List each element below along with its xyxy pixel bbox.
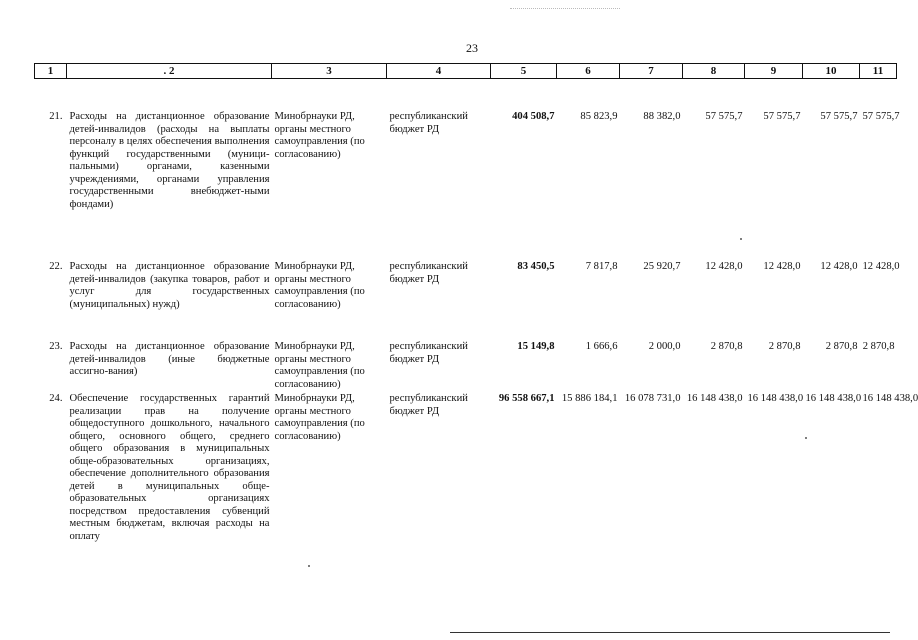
table-row [35, 261, 897, 341]
row-year-value: 57 575,7 [763, 111, 801, 122]
row-year-value: 57 575,7 [862, 111, 900, 122]
row-total: 96 558 667,1 [498, 393, 555, 404]
row-year-value: 2 870,8 [768, 341, 801, 352]
scan-artifact-bottom [450, 632, 890, 633]
row-total: 83 450,5 [517, 261, 555, 272]
scan-speck [740, 238, 742, 240]
row-year-value: 2 870,8 [710, 341, 743, 352]
row-executor: Минобрнауки РД, органы местного самоуправления (по согласованию) [274, 111, 365, 160]
row-year-value: 2 870,8 [825, 341, 858, 352]
column-header: . 2 [67, 64, 272, 79]
row-year-value: 1 666,6 [585, 341, 618, 352]
row-year-value: 16 148 438,0 [747, 393, 804, 404]
column-header: 3 [272, 64, 387, 79]
row-year-value: 16 148 438,0 [805, 393, 862, 404]
row-year-value: 15 886 184,1 [561, 393, 618, 404]
row-year-value: 7 817,8 [585, 261, 618, 272]
page-number: 23 [466, 41, 478, 55]
row-year-value: 12 428,0 [820, 261, 858, 272]
row-funding-source: республиканский бюджет РД [389, 111, 468, 135]
column-header: 11 [860, 64, 897, 79]
column-header: 9 [745, 64, 803, 79]
row-total: 15 149,8 [517, 341, 555, 352]
row-funding-source: республиканский бюджет РД [389, 261, 468, 285]
row-year-value: 12 428,0 [705, 261, 743, 272]
column-header: 7 [620, 64, 683, 79]
row-executor: Минобрнауки РД, органы местного самоуправления (по согласованию) [274, 341, 365, 390]
row-funding-source: республиканский бюджет РД [389, 341, 468, 365]
row-year-value: 16 078 731,0 [624, 393, 681, 404]
table-header-row [35, 64, 897, 79]
column-header: 6 [557, 64, 620, 79]
row-number: 24. [49, 393, 63, 404]
scan-speck [805, 437, 807, 439]
row-year-value: 12 428,0 [862, 261, 900, 272]
table-row [35, 341, 897, 393]
column-header: 5 [491, 64, 557, 79]
row-year-value: 57 575,7 [820, 111, 858, 122]
row-number: 21. [49, 111, 63, 122]
column-header: 4 [387, 64, 491, 79]
row-description: Обеспечение государственных гарантий реализации прав на получение общедоступного дошкольного, начального общего, основного общего, среднего общего образования в муниципальных обще-образовательных организациях, обеспечение дополнительного образования детей в муниципальных обще-образовательных организациях посредством предоставления субвенций местным бюджетам, включая расходы на оплату [69, 393, 270, 542]
column-header: 8 [683, 64, 745, 79]
row-year-value: 16 148 438,0 [862, 393, 918, 404]
column-header: 1 [35, 64, 67, 79]
table-row [35, 393, 897, 603]
table-row [35, 79, 897, 262]
row-year-value: 85 823,9 [580, 111, 618, 122]
scan-speck [308, 565, 310, 567]
row-number: 23. [49, 341, 63, 352]
scan-artifact-top [510, 8, 620, 9]
row-year-value: 12 428,0 [763, 261, 801, 272]
row-executor: Минобрнауки РД, органы местного самоуправления (по согласованию) [274, 393, 365, 442]
column-header: 10 [803, 64, 860, 79]
row-year-value: 16 148 438,0 [686, 393, 743, 404]
row-description: Расходы на дистанционное образование детей-инвалидов (закупка товаров, работ и услуг для государственных (муниципальных) нужд) [69, 261, 270, 310]
row-description: Расходы на дистанционное образование детей-инвалидов (иные бюджетные ассигно-вания) [69, 341, 270, 377]
row-year-value: 2 870,8 [862, 341, 895, 352]
row-number: 22. [49, 261, 63, 272]
row-year-value: 2 000,0 [648, 341, 681, 352]
row-total: 404 508,7 [512, 111, 555, 122]
row-year-value: 57 575,7 [705, 111, 743, 122]
row-year-value: 88 382,0 [643, 111, 681, 122]
row-description: Расходы на дистанционное образование детей-инвалидов (расходы на выплаты персоналу в целях обеспечения выполнения функций государственными (муници-пальными) органами, казенными учреждениями, органами управления государственными внебюджет-ными фондами) [69, 111, 270, 210]
row-funding-source: республиканский бюджет РД [389, 393, 468, 417]
row-year-value: 25 920,7 [643, 261, 681, 272]
budget-table [34, 63, 918, 603]
row-executor: Минобрнауки РД, органы местного самоуправления (по согласованию) [274, 261, 365, 310]
